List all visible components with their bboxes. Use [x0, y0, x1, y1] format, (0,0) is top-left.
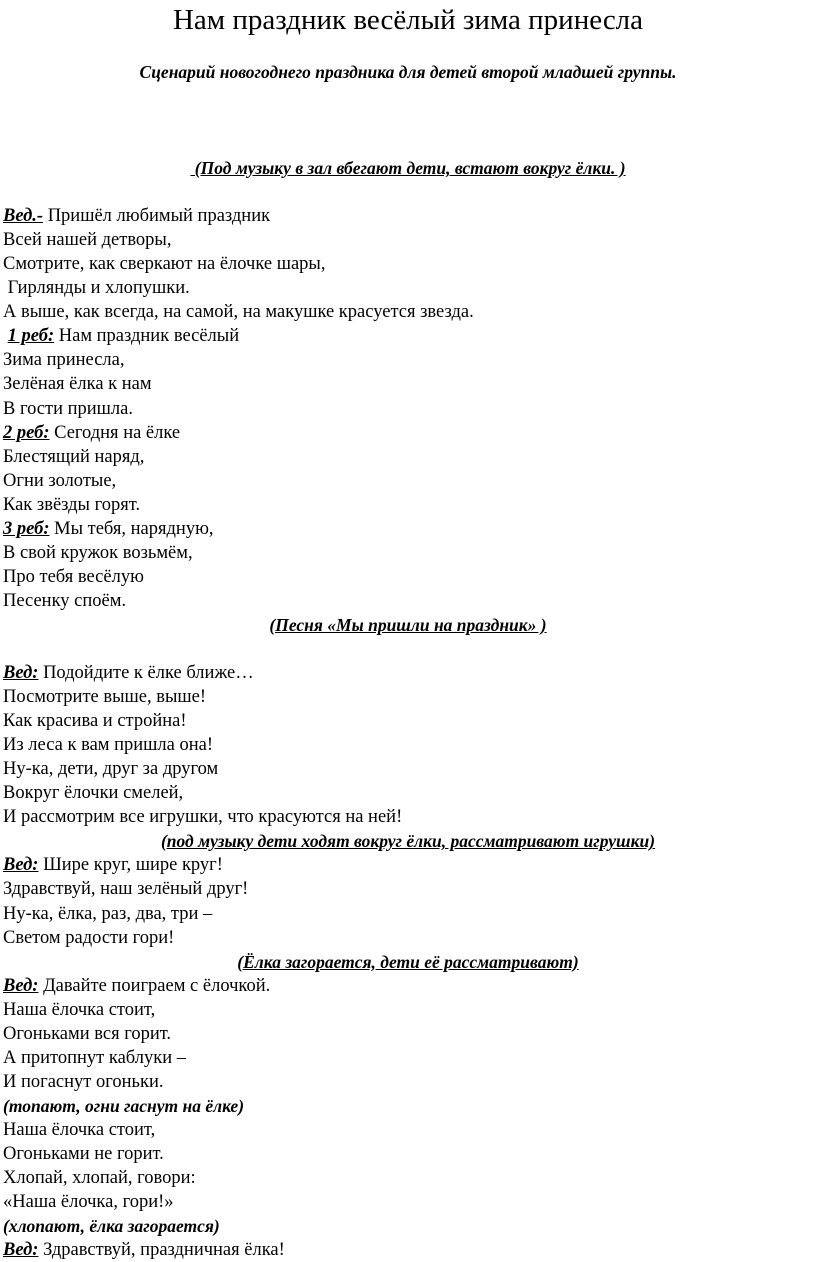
verse-line [0, 300, 816, 324]
stage-direction: (Ёлка загорается, дети её рассматривают) [237, 951, 579, 972]
verse-line [0, 228, 816, 252]
verse-line [0, 372, 816, 396]
verse-line [0, 853, 816, 877]
verse-line [0, 1166, 816, 1190]
speaker-label: Вед: [3, 855, 39, 876]
verse-line [0, 757, 816, 781]
verse-line [0, 421, 816, 445]
speaker-label: 2 реб: [3, 422, 50, 443]
stage-direction-inline: (хлопают, ёлка загорается) [3, 1216, 220, 1237]
verse-line [0, 1238, 816, 1262]
verse-text: Сегодня на ёлке [49, 422, 181, 443]
stage-direction: (Под музыку в зал вбегают дети, встают вокруг ёлки. ) [190, 158, 626, 179]
verse-text: Хлопай, хлопай, говори: [3, 1168, 196, 1189]
verse-line [0, 445, 816, 469]
verse-text: Огоньками не горит. [3, 1143, 164, 1164]
speaker-label: Вед: [3, 975, 39, 996]
verse-text: Ну-ка, дети, друг за другом [3, 759, 219, 780]
verse-line [0, 781, 816, 805]
verse-text: Смотрите, как сверкают на ёлочке шары, [3, 254, 326, 275]
verse-text: Светом радости гори! [3, 927, 175, 948]
speaker-label: Вед: [3, 663, 39, 684]
verse-text: Из леса к вам пришла она! [3, 735, 214, 756]
verse-text: В свой кружок возьмём, [3, 542, 193, 563]
verse-line [0, 709, 816, 733]
stage-direction-inline: (топают, огни гаснут на ёлке) [3, 1095, 245, 1116]
script-body [0, 132, 816, 1262]
verse-line [0, 397, 816, 421]
verse-text: Как красива и стройна! [3, 711, 187, 732]
blank-line [0, 637, 816, 661]
verse-line [0, 541, 816, 565]
verse-text: Здравствуй, наш зелёный друг! [3, 879, 249, 900]
verse-line [0, 998, 816, 1022]
verse-text: Ну-ка, ёлка, раз, два, три – [3, 903, 213, 924]
verse-text: Здравствуй, праздничная ёлка! [38, 1240, 285, 1261]
verse-text: Нам праздник весёлый [54, 326, 240, 347]
verse-text: Огоньками вся горит. [3, 1023, 172, 1044]
verse-text: Вокруг ёлочки смелей, [3, 783, 184, 804]
speaker-label: 3 реб: [3, 518, 50, 539]
verse-line [0, 565, 816, 589]
verse-text: Посмотрите выше, выше! [3, 687, 207, 708]
speaker-label: Вед: [3, 1240, 39, 1261]
verse-line [0, 926, 816, 950]
verse-line [0, 324, 816, 348]
verse-text: А притопнут каблуки – [3, 1047, 187, 1068]
blank-line [0, 180, 816, 204]
verse-line [0, 1118, 816, 1142]
verse-text: Наша ёлочка стоит, [3, 999, 156, 1020]
verse-line [0, 589, 816, 613]
document-title: Нам праздник весёлый зима принесла [172, 4, 644, 36]
verse-text: Как звёзды горят. [3, 494, 141, 515]
verse-text: Гирлянды и хлопушки. [3, 278, 190, 299]
verse-text: Блестящий наряд, [3, 446, 145, 467]
verse-line [0, 902, 816, 926]
verse-line [0, 517, 816, 541]
verse-line [0, 685, 816, 709]
stage-direction: (Песня «Мы пришли на праздник» ) [269, 614, 547, 635]
verse-line [0, 204, 816, 228]
verse-text: Песенку споём. [3, 590, 127, 611]
verse-line [0, 348, 816, 372]
verse-line [0, 877, 816, 901]
verse-line [0, 276, 816, 300]
verse-line [0, 661, 816, 685]
verse-text: И рассмотрим все игрушки, что красуются на ней! [3, 807, 403, 828]
verse-line [0, 1022, 816, 1046]
verse-line [0, 1070, 816, 1094]
verse-text: Про тебя весёлую [3, 566, 144, 587]
verse-text: Зелёная ёлка к нам [3, 374, 152, 395]
verse-line [0, 1046, 816, 1070]
verse-text: Мы тебя, нарядную, [49, 518, 214, 539]
verse-line [0, 1142, 816, 1166]
verse-text: Огни золотые, [3, 470, 117, 491]
verse-text: Шире круг, шире круг! [38, 855, 223, 876]
verse-line [0, 469, 816, 493]
verse-text: Наша ёлочка стоит, [3, 1119, 156, 1140]
verse-line [0, 252, 816, 276]
verse-text: В гости пришла. [3, 398, 133, 419]
verse-text: Всей нашей детворы, [3, 230, 172, 251]
stage-direction: (под музыку дети ходят вокруг ёлки, рассматривают игрушки) [160, 831, 656, 852]
verse-line [0, 1190, 816, 1214]
verse-line [0, 974, 816, 998]
verse-text: И погаснут огоньки. [3, 1071, 164, 1092]
verse-line [0, 733, 816, 757]
verse-text: Пришёл любимый праздник [43, 206, 271, 227]
verse-text: Зима принесла, [3, 350, 125, 371]
verse-text: Подойдите к ёлке ближе… [38, 663, 254, 684]
verse-text: Давайте поиграем с ёлочкой. [38, 975, 271, 996]
verse-line [0, 493, 816, 517]
speaker-label: Вед.- [3, 206, 44, 227]
document-subtitle: Сценарий новогоднего праздника для детей второй младшей группы. [139, 62, 677, 82]
verse-text: «Наша ёлочка, гори!» [3, 1192, 174, 1213]
verse-text: А выше, как всегда, на самой, на макушке красуется звезда. [3, 302, 474, 323]
blank-line [0, 132, 816, 156]
speaker-label: 1 реб: [7, 326, 55, 347]
verse-line [0, 805, 816, 829]
